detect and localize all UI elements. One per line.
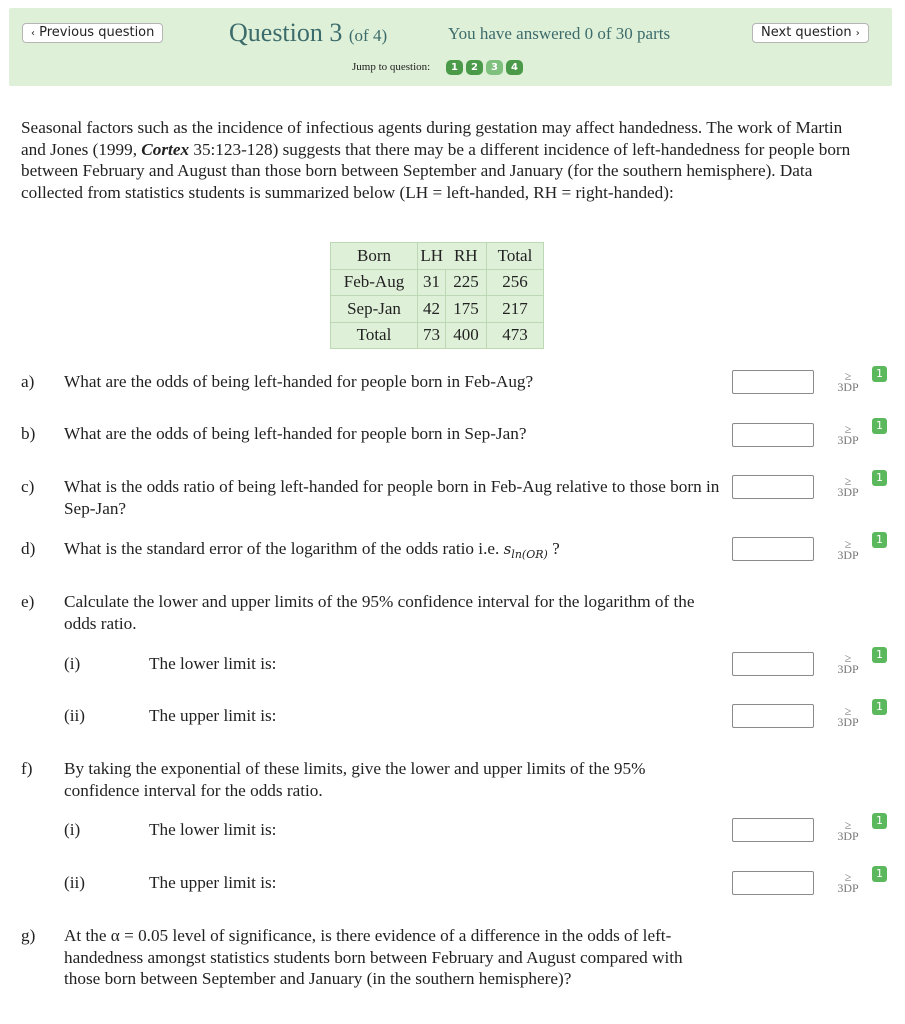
answer-input-f-ii[interactable] xyxy=(732,871,814,895)
precision-hint xyxy=(834,424,862,446)
table-cell: 31 xyxy=(418,269,446,296)
question-f-ii-label: (ii) xyxy=(64,873,85,892)
answer-input-d[interactable] xyxy=(732,537,814,561)
marks-badge: 1 xyxy=(872,532,887,548)
question-e-i-label: (i) xyxy=(64,654,81,673)
question-title xyxy=(229,18,387,48)
dp-label: 3DP xyxy=(837,829,859,843)
journal-name: Cortex xyxy=(141,139,190,159)
precision-hint xyxy=(834,653,862,675)
question-f-i-label: (i) xyxy=(64,820,81,839)
dp-label: 3DP xyxy=(837,433,859,447)
precision-hint xyxy=(834,476,862,498)
table-cell: 217 xyxy=(487,296,544,323)
question-e-ii-label: (ii) xyxy=(64,706,85,725)
answered-status: You have answered 0 of 30 parts xyxy=(448,24,671,43)
marks-badge: 1 xyxy=(872,366,887,382)
marks-badge: 1 xyxy=(872,470,887,486)
precision-hint xyxy=(834,706,862,728)
jump-question-1[interactable]: 1 xyxy=(446,60,463,75)
question-a-text: What are the odds of being left-handed for people born in Feb-Aug? xyxy=(64,372,534,391)
dp-label: 3DP xyxy=(837,715,859,729)
question-number: Question 3 xyxy=(229,18,343,47)
table-cell: 42 xyxy=(418,296,446,323)
question-c-text: What is the odds ratio of being left-handed for people born in Feb-Aug relative to those born in Sep-Jan? xyxy=(64,477,720,518)
se-log-odds-ratio-symbol xyxy=(503,540,548,561)
question-f-text: By taking the exponential of these limits, give the lower and upper limits of the 95% confidence interval for the odds ratio. xyxy=(64,759,646,800)
answer-input-f-i[interactable] xyxy=(732,818,814,842)
answer-input-c[interactable] xyxy=(732,475,814,499)
question-d-label: d) xyxy=(21,539,36,558)
intro-text-start: Seasonal factors such as the incidence of infectious agents during gestation may affect handedness. The work of Martin and Jones (1999, xyxy=(21,118,843,159)
next-question-button[interactable] xyxy=(752,23,869,43)
intro-text-end: 35:123-128) suggests that there may be a different incidence of left-handedness for people born between February and August than those born between September and January (for the southern hemisphere). Data collected from statistics students is summarized below (LH = left-handed, RH = right-handed): xyxy=(21,139,851,202)
jump-question-3-current[interactable]: 3 xyxy=(486,60,503,75)
next-question-label: Next question xyxy=(761,25,852,40)
table-cell: 400 xyxy=(446,322,487,349)
question-f-i-text: The lower limit is: xyxy=(149,820,277,839)
dp-label: 3DP xyxy=(837,380,859,394)
dp-label: 3DP xyxy=(837,485,859,499)
question-a-label: a) xyxy=(21,372,35,391)
table-cell: 175 xyxy=(446,296,487,323)
precision-hint xyxy=(834,872,862,894)
answer-input-e-i[interactable] xyxy=(732,652,814,676)
gte-symbol: ≥ xyxy=(844,818,852,832)
question-f-label: f) xyxy=(21,759,33,778)
question-d-prompt: What is the standard error of the logarithm of the odds ratio i.e. xyxy=(64,539,500,558)
question-intro xyxy=(21,117,866,203)
precision-hint xyxy=(834,539,862,561)
gte-symbol: ≥ xyxy=(844,422,852,436)
question-g-label: g) xyxy=(21,926,36,945)
table-cell: 225 xyxy=(446,269,487,296)
precision-hint xyxy=(834,820,862,842)
gte-symbol: ≥ xyxy=(844,704,852,718)
marks-badge: 1 xyxy=(872,813,887,829)
question-header xyxy=(9,8,892,86)
jump-to-question-label: Jump to question: xyxy=(352,61,431,73)
marks-badge: 1 xyxy=(872,418,887,434)
table-row xyxy=(331,322,544,349)
jump-question-2[interactable]: 2 xyxy=(466,60,483,75)
gte-symbol: ≥ xyxy=(844,537,852,551)
question-e-ii-text: The upper limit is: xyxy=(149,706,277,725)
question-e-label: e) xyxy=(21,592,35,611)
math-s: s xyxy=(503,540,512,558)
marks-badge: 1 xyxy=(872,647,887,663)
marks-badge: 1 xyxy=(872,699,887,715)
question-b-text: What are the odds of being left-handed for people born in Sep-Jan? xyxy=(64,424,527,443)
jump-question-4[interactable]: 4 xyxy=(506,60,523,75)
table-header: RH xyxy=(446,243,487,270)
table-cell: 473 xyxy=(487,322,544,349)
question-e-i-text: The lower limit is: xyxy=(149,654,277,673)
question-f-ii-text: The upper limit is: xyxy=(149,873,277,892)
gte-symbol: ≥ xyxy=(844,651,852,665)
question-c-label: c) xyxy=(21,477,35,496)
chevron-left-icon: ‹ xyxy=(31,28,35,39)
answer-input-a[interactable] xyxy=(732,370,814,394)
previous-question-label: Previous question xyxy=(39,25,155,40)
math-subscript: ln(OR) xyxy=(511,548,548,561)
handedness-table xyxy=(330,242,544,349)
question-count: (of 4) xyxy=(348,26,388,45)
jump-to-question-nav xyxy=(446,60,523,75)
precision-hint xyxy=(834,371,862,393)
table-cell: Total xyxy=(331,322,418,349)
table-cell: Sep-Jan xyxy=(331,296,418,323)
answer-input-e-ii[interactable] xyxy=(732,704,814,728)
question-e-text: Calculate the lower and upper limits of the 95% confidence interval for the logarithm of the odds ratio. xyxy=(64,592,695,633)
gte-symbol: ≥ xyxy=(844,369,852,383)
dp-label: 3DP xyxy=(837,881,859,895)
table-row xyxy=(331,269,544,296)
table-cell: 73 xyxy=(418,322,446,349)
question-b-label: b) xyxy=(21,424,36,443)
dp-label: 3DP xyxy=(837,548,859,562)
question-g-text: At the α = 0.05 level of significance, is there evidence of a difference in the odds of left-handedness amongst statistics students born between February and August compared with those born between September and January (in the southern hemisphere)? xyxy=(64,926,683,988)
table-header-row xyxy=(331,243,544,270)
chevron-right-icon: › xyxy=(855,28,860,39)
table-header: Total xyxy=(487,243,544,270)
marks-badge: 1 xyxy=(872,866,887,882)
gte-symbol: ≥ xyxy=(844,474,852,488)
table-header: LH xyxy=(418,243,446,270)
dp-label: 3DP xyxy=(837,662,859,676)
table-header: Born xyxy=(331,243,418,270)
previous-question-button[interactable] xyxy=(22,23,163,43)
table-cell: Feb-Aug xyxy=(331,269,418,296)
question-d-text xyxy=(64,538,724,566)
gte-symbol: ≥ xyxy=(844,870,852,884)
answer-input-b[interactable] xyxy=(732,423,814,447)
table-cell: 256 xyxy=(487,269,544,296)
table-row xyxy=(331,296,544,323)
question-d-end: ? xyxy=(552,539,560,558)
